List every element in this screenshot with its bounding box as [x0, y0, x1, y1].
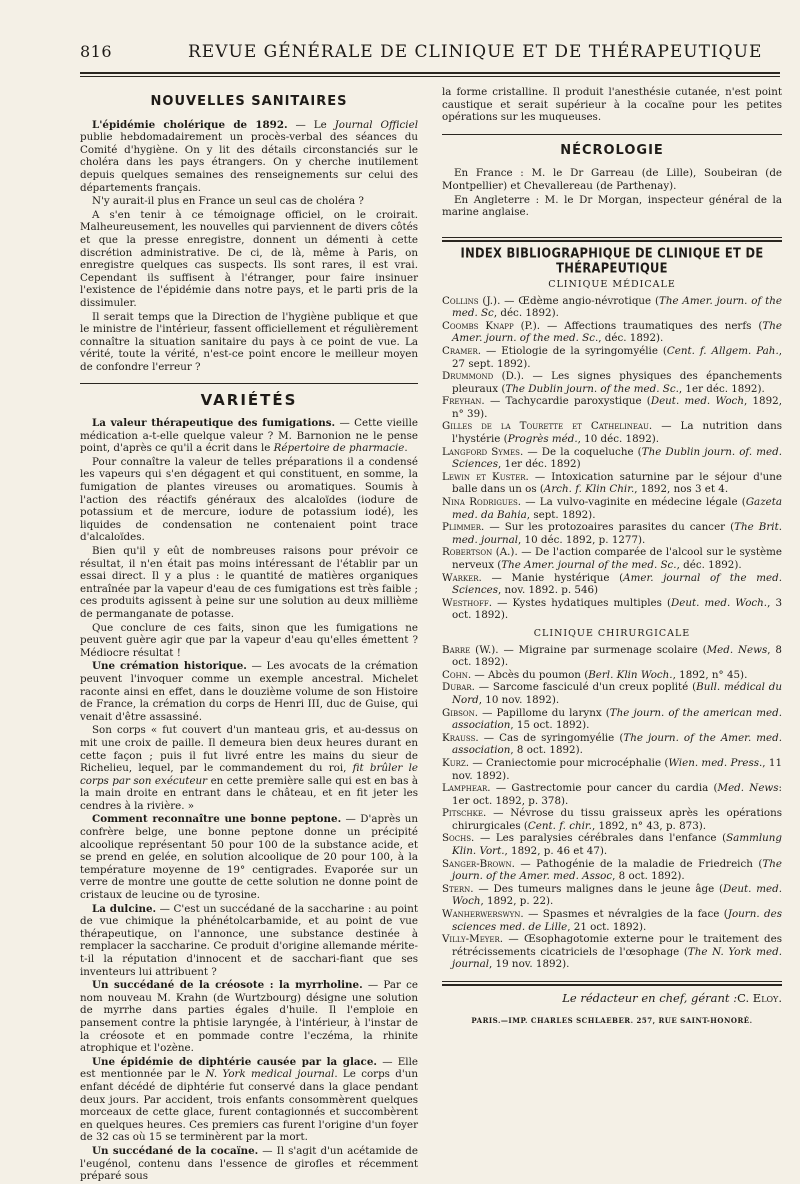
text: Son corps « fut couvert d'un manteau gris, et au-dessus on mit une croix de paille. Il demeura bien deux heures durant en cette façon ; puis il fut livré entre les mains du sieur de Richelieu, lequel, par le commandement du roi,: [80, 724, 418, 775]
text: — Elle est mentionnée par le: [80, 1055, 418, 1081]
text: — Les avocats de la crémation peuvent l'invoquer comme un exemple ancestral. Michelet raconte ainsi en effet, dans le douzième volume de son Histoire de France, la crémation du corps de Henri III, duc de Guise, qui venait d'être assassiné.: [80, 660, 418, 723]
entry-source: , 8 oct. 1892).: [452, 643, 782, 669]
text: — Il s'agit d'un acétamide de l'eugénol, contenu dans l'essence de girofles et récemment préparé sous: [80, 1144, 418, 1183]
paragraph: la forme cristalline. Il produit l'anesthésie cutanée, n'est point caustique et serait supérieur à la cocaïne pour les petites opérations sur les muqueuses.: [442, 86, 782, 124]
journal-name: The Amer. journal of the med. Sc.: [501, 559, 677, 571]
entry-source: , sept. 1892).: [526, 508, 596, 521]
paragraph: [80, 1056, 418, 1144]
author-name: Gilles de la Tourette et Cathelineau.: [442, 420, 653, 433]
entry-title: — Les paralysies cérébrales dans l'enfance (: [474, 832, 727, 845]
text: publie hebdomadairement un procès-verbal des séances du Comité d'hygiène. On y lit des détails circonstanciés sur le choléra dans les pays étrangers. On y cherche inutilement depuis quelques semaines des renseignements sur celui des départements français.: [80, 131, 418, 194]
running-title: REVUE GÉNÉRALE DE CLINIQUE ET DE THÉRAPEUTIQUE: [188, 42, 763, 62]
entry-source: , 1892, n° 39).: [452, 395, 782, 420]
author-name: Cramer.: [442, 344, 482, 357]
entry-source: , 1892, nos 3 et 4.: [634, 483, 729, 496]
text: — Le: [287, 118, 335, 131]
journal-name: Sammlung Klin. Vort.: [452, 832, 782, 858]
index-heading: INDEX BIBLIOGRAPHIQUE DE CLINIQUE ET DE THÉRAPEUTIQUE: [460, 244, 764, 276]
paragraph: Bien qu'il y eût de nombreuses raisons pour prévoir ce résultat, il n'en était pas moins intéressant de l'établir par un essai direct. Il y a plus : le quantité de matières organiques entraînée par la vapeur d'eau de ces fumigations est très faible ; ces produits agissent à peine sur une solution au deux millième de permanganate de potasse.: [80, 545, 418, 620]
entry-title: — Abcès du poumon (: [471, 668, 589, 681]
entry-source: : 1er oct. 1892, p. 378).: [452, 782, 782, 807]
varietes-heading: VARIÉTÉS: [200, 391, 298, 410]
journal-name: Répertoire de pharmacie: [273, 442, 405, 455]
entry-source: , 1892, n° 43, p. 873).: [591, 819, 707, 832]
journal-name: Amer. journal of the med. Sciences: [452, 571, 782, 597]
text: — Cette vieille médication a-t-elle quelque valeur ? M. Barnonion ne le pense point, d'après ce qu'il a écrit dans le: [80, 417, 418, 455]
journal-name: Med. News: [706, 643, 768, 656]
signature: [442, 992, 782, 1005]
entry-title: — Intoxication saturnine par le séjour d'une balle dans un os (: [452, 470, 782, 496]
entry-title: — Etiologie de la syringomyélie (: [481, 344, 667, 357]
bibliography-entry: [442, 707, 782, 732]
section-rule-thick: [442, 240, 782, 242]
bibliography-entry: [442, 370, 782, 395]
entry-source: , nov. 1892. p. 546): [497, 584, 599, 597]
article-title: Une crémation historique.: [92, 660, 247, 673]
clinique-chirurgicale-heading: CLINIQUE CHIRURGICALE: [533, 627, 691, 639]
bibliography-entry: [442, 644, 782, 669]
article-title: Comment reconnaître une bonne peptone.: [92, 813, 342, 826]
entry-source: , 19 nov. 1892).: [489, 958, 570, 971]
entry-title: — De l'action comparée de l'alcool sur le système nerveux (: [452, 546, 782, 571]
journal-name: The Dublin journ. of. med. Sciences: [452, 445, 782, 471]
bibliography-entry: [442, 757, 782, 782]
text: en cette première salle qui est en bas à la main droite en entrant dans le château, et en fit jeter les cendres à la rivière. »: [80, 774, 419, 812]
journal-name: The Brit. med. journal: [452, 521, 782, 546]
entry-title: — Pathogénie de la maladie de Friedreich (: [514, 857, 763, 870]
entry-source: , 1892, n° 45).: [672, 668, 748, 681]
paragraph: [80, 660, 418, 723]
paragraph: [80, 903, 418, 979]
entry-source: , 1er déc. 1892).: [678, 382, 765, 395]
surgical-bibliography: [442, 644, 782, 971]
paragraph: Que conclure de ces faits, sinon que les fumigations ne peuvent guère agir que par la vapeur d'eau qu'elles émettent ? Médiocre résultat !: [80, 621, 418, 659]
bibliography-entry: [442, 597, 782, 622]
journal-name: The Dublin journ. of the med. Sc.: [505, 382, 679, 395]
bibliography-entry: [442, 395, 782, 420]
journal-name: The journ. of the Amer. med. association: [452, 731, 783, 757]
header-rule-thin: [80, 76, 780, 77]
entry-title: — Tachycardie paroxystique (: [484, 395, 651, 408]
article-title: Un succédané de la cocaïne.: [92, 1144, 259, 1157]
entry-title: — Des tumeurs malignes dans le jeune âge (: [473, 882, 724, 895]
entry-source: , 1892, p. 46 et 47).: [504, 845, 608, 858]
bibliography-entry: [442, 933, 782, 971]
medical-bibliography: [442, 295, 782, 622]
journal-name: Cent. f. Allgem. Pah.: [666, 344, 779, 357]
bibliography-entry: [442, 782, 782, 807]
article-title: La valeur thérapeutique des fumigations.: [92, 417, 336, 430]
entry-title: — Craniectomie pour microcéphalie (: [469, 756, 669, 769]
author-name: Sanger-Brown.: [442, 857, 515, 870]
bibliography-entry: [442, 807, 782, 832]
bibliography-entry: [442, 471, 782, 496]
entry-title: — De la coqueluche (: [523, 445, 642, 458]
text: .: [404, 442, 408, 455]
author-name: Barre (W.).: [442, 643, 499, 656]
author-name: Freyhan.: [442, 395, 485, 408]
journal-name: Bull. médical du Nord: [452, 681, 782, 706]
entry-source: , déc. 1892).: [598, 332, 664, 345]
author-name: Gibson.: [442, 706, 479, 719]
entry-source: , 1892, p. 22).: [480, 895, 554, 908]
entry-source: , 21 oct. 1892).: [567, 920, 647, 933]
bibliography-entry: [442, 732, 782, 757]
journal-name: Journ. des sciences med. de Lille: [452, 908, 782, 933]
paragraph: N'y aurait-il plus en France un seul cas de choléra ?: [92, 195, 364, 208]
entry-title: — Cas de syringomyélie (: [478, 731, 624, 744]
author-name: Drummond (D.).: [442, 370, 525, 383]
bibliography-entry: [442, 572, 782, 597]
bibliography-entry: [442, 320, 782, 345]
journal-name: Wien. med. Press.: [668, 756, 763, 769]
author-name: Langford Symes.: [442, 445, 524, 458]
section-rule-thick: [442, 984, 782, 986]
section-rule: [442, 981, 782, 982]
left-column: [80, 86, 418, 1184]
paragraph: Pour connaître la valeur de telles préparations il a condensé les vapeurs qui s'en dégagent et qui constituent, en somme, la fumigation de plantes vireuses ou aromatiques. Soumis à l'action des réactifs généraux des alcaloïdes (iodure de potassium et de mercure, iodure de potassium iodé), les liquides de condensation ne contenaient point trace d'alcaloïdes.: [80, 455, 418, 544]
paragraph: A s'en tenir à ce témoignage officiel, on le croirait. Malheureusement, les nouvelles qui parviennent de divers côtés et que la presse enregistre, donnent un démenti à cette discrétion administrative. De ci, de là, même à Paris, on enregistre quelques cas suspects. Ils sont rares, il est vrai. Cependant ils suffisent à l'étranger, pour faire insinuer l'existence de l'épidémie dans notre pays, et le parti pris de la dissimuler.: [80, 208, 418, 309]
journal-name: Gazeta med. da Bahia: [452, 496, 782, 521]
journal-name: Cent. f. chir.: [527, 819, 592, 832]
entry-source: , 1er déc. 1892): [497, 458, 581, 471]
author-name: Krauss.: [442, 731, 479, 744]
printer-imprint: PARIS.—IMP. CHARLES SCHLAEBER. 257, RUE SAINT-HONORÉ.: [471, 1015, 753, 1025]
italic-quote: fit brûler le corps par son exécuteur: [80, 762, 418, 787]
nouvelles-heading: NOUVELLES SANITAIRES: [150, 94, 348, 109]
journal-name: Deut. med. Woch.: [671, 596, 768, 609]
entry-title: — Gastrectomie pour cancer du cardia (: [490, 782, 718, 795]
paragraph: [80, 813, 418, 901]
journal-name: Med. News: [717, 782, 779, 795]
author-name: Wanherwerswyn.: [442, 908, 524, 921]
signature-name: C. Eloy.: [737, 991, 782, 1005]
entry-source: , déc. 1892).: [493, 307, 559, 320]
journal-name: Deut. med. Woch: [650, 395, 744, 408]
journal-name: The journ. of the american med. association: [452, 706, 782, 732]
bibliography-entry: [442, 546, 782, 571]
author-name: Collins (J.).: [442, 294, 501, 307]
journal-name: Arch. f. Klin Chir.: [543, 483, 635, 496]
author-name: Villy-Meyer.: [442, 933, 504, 946]
author-name: Pitschke.: [442, 807, 487, 820]
text: . Le corps d'un enfant décédé de diphtérie fut conservé dans la glace pendant deux jours. Par accident, trois enfants consommèrent quelques morceaux de cette glace, furent contagionnés et succombèrent en quelques heures. Ces premiers cas furent l'origine d'un foyer de 32 cas où 15 se terminèrent par la mort.: [80, 1068, 418, 1144]
entry-title: — Kystes hydatiques multiples (: [492, 596, 672, 609]
entry-title: — La nutrition dans l'hystérie (: [452, 420, 782, 446]
article-title: Une épidémie de diphtérie causée par la glace.: [92, 1055, 377, 1068]
entry-source: , déc. 1892).: [676, 559, 742, 571]
author-name: Cohn.: [442, 668, 472, 681]
journal-name: Journal Officiel: [334, 118, 418, 131]
paragraph: [80, 417, 418, 455]
paragraph: En Angleterre : M. le Dr Morgan, inspecteur général de la marine anglaise.: [442, 193, 782, 219]
paragraph: Il serait temps que la Direction de l'hygiène publique et que le ministre de l'intérieur, fassent officiellement et régulièrement connaître la situation sanitaire du pays à ce point de vue. La vérité, toute la vérité, n'est-ce point encore le meilleur moyen de confondre l'erreur ?: [80, 310, 418, 373]
entry-title: — Névrose du tissu graisseux après les opérations chirurgicales (: [452, 807, 782, 832]
bibliography-entry: [442, 858, 782, 883]
entry-title: — Manie hystérique (: [481, 571, 624, 584]
bibliography-entry: [442, 908, 782, 933]
signature-label: Le rédacteur en chef, gérant :: [562, 991, 738, 1005]
page-header: [80, 40, 780, 66]
journal-name: Progrès méd.: [507, 433, 578, 446]
entry-source: , 15 oct. 1892).: [510, 719, 590, 732]
journal-name: The N. York med. journal: [452, 945, 782, 971]
entry-title: — Affections traumatiques des nerfs (: [540, 319, 763, 332]
journal-name: N. York medical journal: [205, 1068, 335, 1081]
entry-title: — Sarcome fasciculé d'un creux poplité (: [474, 681, 697, 694]
entry-source: , 8 oct. 1892).: [510, 744, 583, 757]
author-name: Warker.: [442, 571, 482, 584]
text: — Par ce nom nouveau M. Krahn (de Wurtzbourg) désigne une solution de myrrhe dans parties égales d'huile. Il l'emploie en pansement contre la phtisie laryngée, à l'intérieur, à l'instar de la créosote et en pommade contre l'eczéma, la rhinite atrophique et l'ozène.: [80, 979, 418, 1055]
entry-title: — Œdème angio-névrotique (: [500, 294, 659, 307]
paragraph: [80, 1145, 418, 1183]
bibliography-entry: [442, 420, 782, 445]
bibliography-entry: [442, 669, 782, 682]
header-rule: [80, 72, 780, 74]
author-name: Nina Rodrigues.: [442, 496, 522, 509]
entry-title: — Œsophagotomie externe pour le traitement des rétrécissements cicatriciels de l'œsophage (: [452, 933, 782, 958]
author-name: Coombs Knapp (P.).: [442, 319, 541, 332]
bibliography-entry: [442, 832, 782, 857]
entry-title: — Sur les protozoaires parasites du cancer (: [484, 521, 735, 534]
journal-name: Berl. Klin Woch.: [588, 668, 673, 681]
journal-name: Deut. med. Woch: [452, 882, 782, 908]
article-title: L'épidémie cholérique de 1892.: [92, 118, 288, 131]
bibliography-entry: [442, 521, 782, 546]
bibliography-entry: [442, 681, 782, 706]
author-name: Dubar.: [442, 681, 475, 694]
section-rule: [80, 383, 418, 384]
entry-title: — Papillome du larynx (: [478, 706, 610, 719]
paragraph: En France : M. le Dr Garreau (de Lille), Soubeiran (de Montpellier) et Chevallereau (de Parthenay).: [442, 167, 782, 192]
entry-source: , 11 nov. 1892).: [452, 756, 782, 782]
author-name: Sochs.: [442, 832, 475, 845]
entry-title: — Migraine par surmenage scolaire (: [498, 643, 707, 656]
entry-source: , 27 sept. 1892).: [452, 344, 782, 370]
section-rule: [442, 134, 782, 135]
entry-source: , 10 déc. 1892, p. 1277).: [518, 533, 646, 546]
author-name: Stern.: [442, 882, 474, 895]
text: — C'est un succédané de la saccharine : au point de vue chimique la phénétolcarbamide, et au point de vue thérapeutique, on l'annonce, une substance destinée à remplacer la saccharine. Ce produit d'origine allemande mérite-t-il la réputation d'innocent et de sacchari-fiant que ses inventeurs lui attribuent ?: [80, 902, 418, 978]
right-column: [442, 86, 782, 1027]
bibliography-entry: [442, 295, 782, 320]
paragraph: [80, 724, 418, 812]
author-name: Kurz.: [442, 756, 469, 769]
author-name: Westhoff.: [442, 596, 492, 609]
author-name: Lamphear.: [442, 782, 491, 795]
page-number: 816: [80, 42, 113, 61]
entry-title: — Spasmes et névralgies de la face (: [523, 908, 728, 921]
author-name: Robertson (A.).: [442, 546, 518, 559]
text: — D'après un confrère belge, une bonne peptone donne un précipité alcoolique représentant 50 pour 100 de la substance acide, et se prend en gelée, en solution alcoolique de 20 pour 100, à la température moyenne de 19° centigrades. Evaporée sur un verre de montre une goutte de cette solution ne donne point de cristaux de leucine ou de tyrosine.: [80, 813, 419, 902]
paragraph: [80, 979, 418, 1055]
article-title: La dulcine.: [92, 902, 157, 915]
article-title: Un succédané de la créosote : la myrrholine.: [92, 979, 363, 992]
entry-source: , 3 oct. 1892).: [452, 596, 782, 622]
necrologie-heading: NÉCROLOGIE: [560, 142, 664, 158]
entry-source: , 10 nov. 1892).: [478, 693, 560, 706]
bibliography-entry: [442, 883, 782, 908]
journal-name: The Amer. journ. of the med. Sc.: [452, 319, 782, 345]
clinique-medicale-heading: CLINIQUE MÉDICALE: [548, 278, 676, 290]
entry-title: — Les signes physiques des épanchements pleuraux (: [452, 370, 782, 395]
bibliography-entry: [442, 446, 782, 471]
journal-name: The journ. of the Amer. med. Assoc: [452, 857, 782, 883]
section-rule: [442, 237, 782, 238]
author-name: Lewin et Kuster.: [442, 470, 529, 483]
bibliography-entry: [442, 496, 782, 521]
entry-source: , 8 oct. 1892).: [612, 870, 685, 883]
journal-name: The Amer. journ. of the med. Sc: [452, 294, 782, 320]
entry-source: , 10 déc. 1892).: [577, 433, 660, 446]
bibliography-entry: [442, 345, 782, 370]
entry-title: — La vulvo-vaginite en médecine légale (: [521, 496, 746, 509]
author-name: Plimmer.: [442, 521, 485, 534]
paragraph: [80, 119, 418, 195]
